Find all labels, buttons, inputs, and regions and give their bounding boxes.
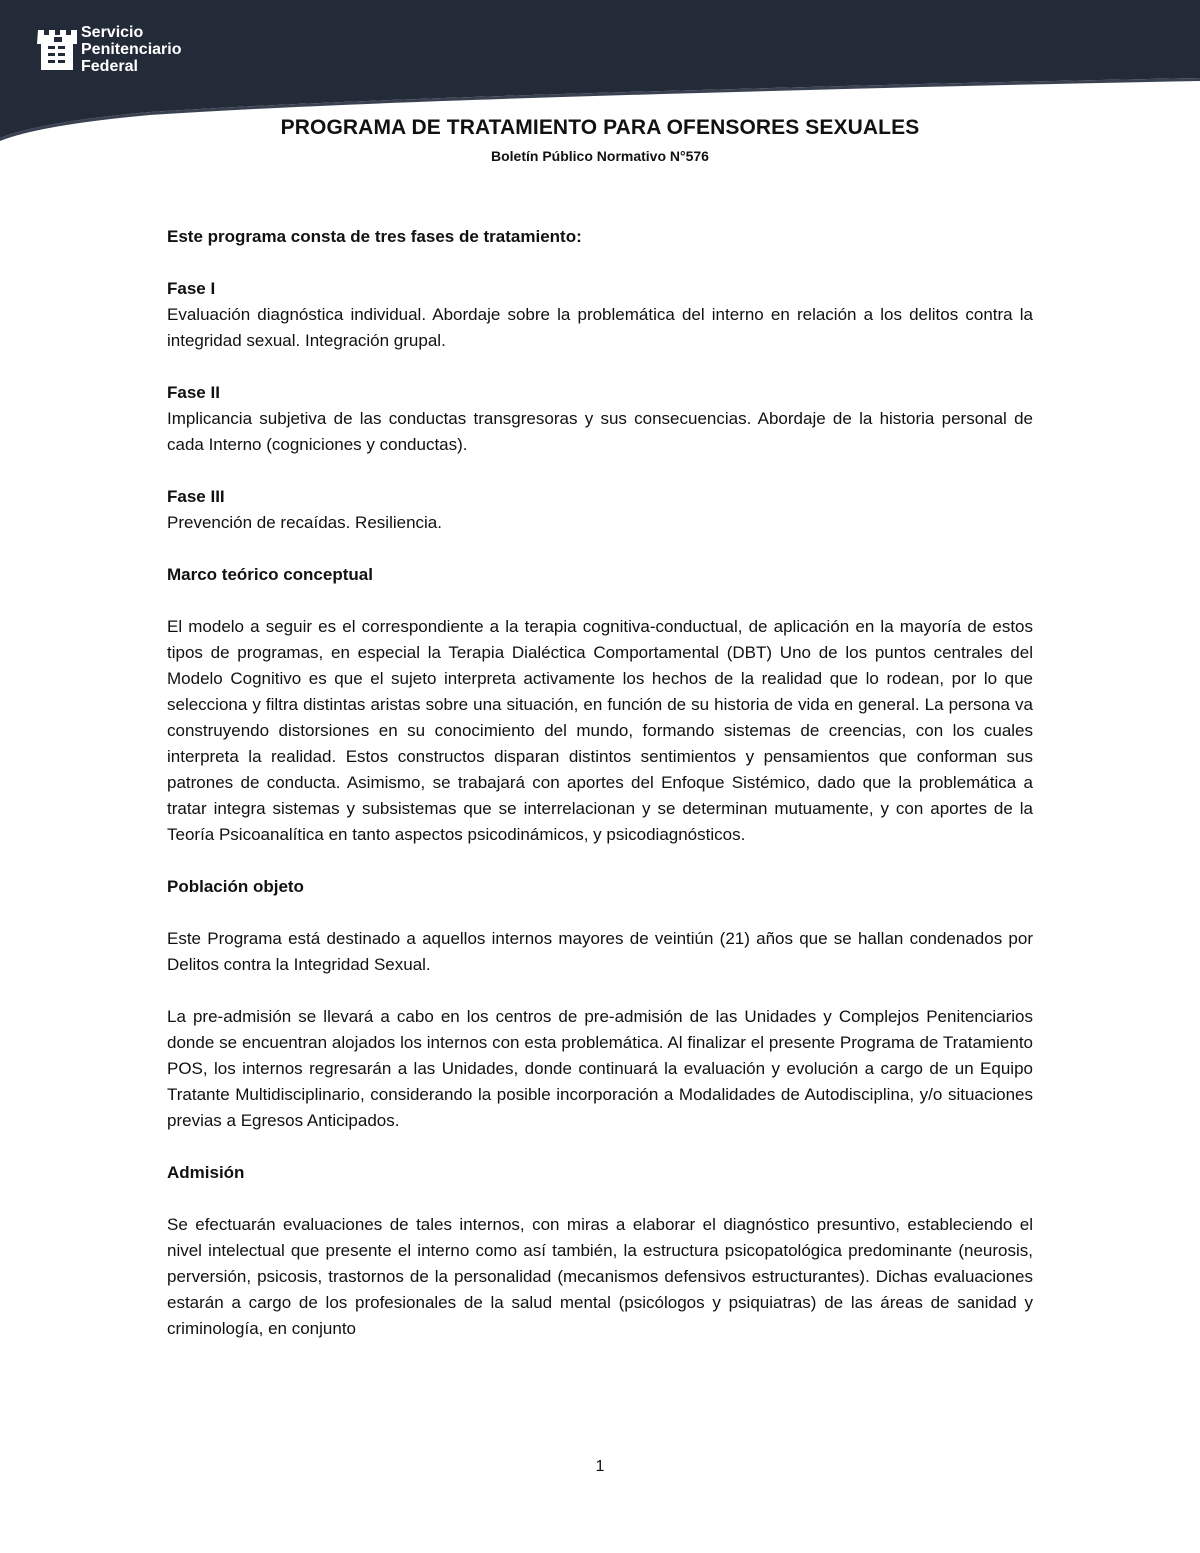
document-title: PROGRAMA DE TRATAMIENTO PARA OFENSORES SEXUALES: [280, 116, 920, 139]
marco-heading: Marco teórico conceptual: [167, 565, 373, 584]
poblacion-heading: Población objeto: [167, 877, 304, 896]
fase2-text: Implicancia subjetiva de las conductas transgresoras y sus consecuencias. Abordaje de la historia personal de cada Interno (cogniciones y conductas).: [167, 409, 1033, 454]
fase2-heading: Fase II: [167, 383, 220, 402]
castle-tower-icon: [34, 24, 84, 74]
poblacion-text-1: Este Programa está destinado a aquellos internos mayores de veintiún (21) años que se hallan condenados por Delitos contra la Integridad Sexual.: [167, 929, 1033, 974]
fase3-heading: Fase III: [167, 487, 225, 506]
admision-heading: Admisión: [167, 1163, 245, 1182]
brand-name: [81, 24, 181, 75]
poblacion-text-2: La pre-admisión se llevará a cabo en los centros de pre-admisión de las Unidades y Complejos Penitenciarios donde se encuentran alojados los internos con esta problemática. Al finalizar el presente Programa de Tratamiento POS, los internos regresarán a las Unidades, donde continuará la evaluación y evolución a cargo de un Equipo Tratante Multidisciplinario, considerando la posible incorporación a Modalidades de Autodisciplina, y/o situaciones previas a Egresos Anticipados.: [167, 1007, 1033, 1130]
document-body: [167, 224, 1033, 1342]
brand-line-2: Penitenciario: [81, 41, 182, 58]
document-subtitle: Boletín Público Normativo N°576: [491, 148, 709, 164]
admision-text: Se efectuarán evaluaciones de tales internos, con miras a elaborar el diagnóstico presuntivo, estableciendo el nivel intelectual que presente el interno como así también, la estructura psicopatológica predominante (neurosis, perversión, psicosis, trastornos de la personalidad (mecanismos defensivos estructurantes). Dichas evaluaciones estarán a cargo de los profesionales de la salud mental (psicólogos y psiquiatras) de las áreas de sanidad y criminología, en conjunto: [167, 1215, 1033, 1338]
fase1-heading: Fase I: [167, 279, 216, 298]
page-number: 1: [595, 1458, 605, 1475]
fase1-text: Evaluación diagnóstica individual. Abordaje sobre la problemática del interno en relación a los delitos contra la integridad sexual. Integración grupal.: [167, 305, 1033, 350]
intro-text: Este programa consta de tres fases de tratamiento:: [167, 227, 582, 246]
marco-text: El modelo a seguir es el correspondiente a la terapia cognitiva-conductual, de aplicación en la mayoría de estos tipos de programas, en especial la Terapia Dialéctica Comportamental (DBT) Uno de los puntos centrales del Modelo Cognitivo es que el sujeto interpreta activamente los hechos de la realidad que lo rodean, por lo que selecciona y filtra distintas aristas sobre una situación, en función de su historia de vida en general. La persona va construyendo distorsiones en su conocimiento del mundo, formando sistemas de creencias, con los cuales interpreta la realidad. Estos constructos disparan distintos sentimientos y pensamientos que conforman sus patrones de conducta. Asimismo, se trabajará con aportes del Enfoque Sistémico, dado que la problemática a tratar integra sistemas y subsistemas que se interrelacionan y se determinan mutuamente, y con aportes de la Teoría Psicoanalítica en tanto aspectos psicodinámicos, y psicodiagnósticos.: [167, 617, 1033, 844]
brand-line-1: Servicio: [81, 24, 144, 41]
fase3-text: Prevención de recaídas. Resiliencia.: [167, 513, 442, 532]
brand-line-3: Federal: [81, 58, 138, 75]
